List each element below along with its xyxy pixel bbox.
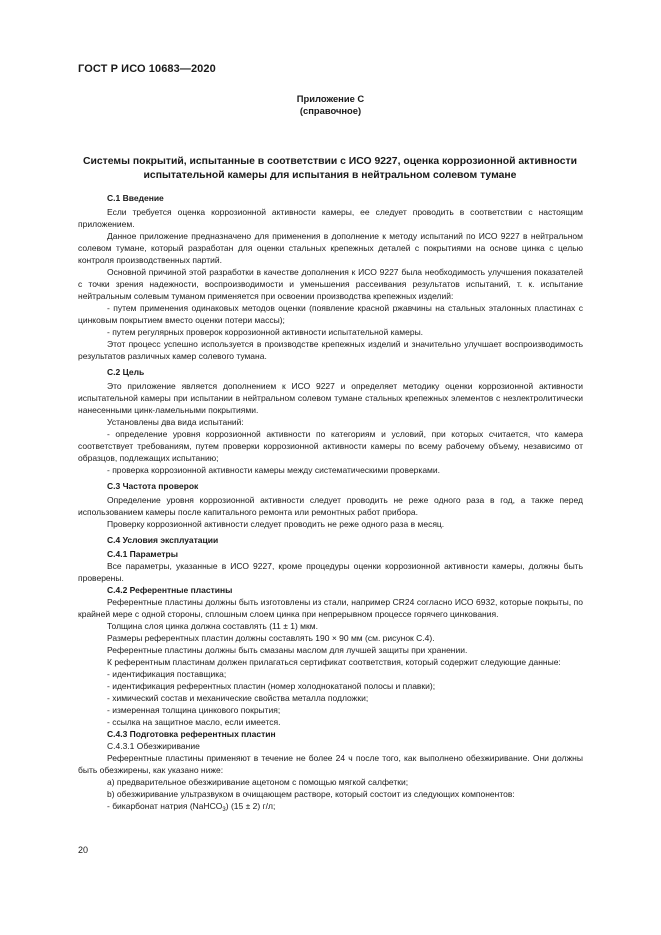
subsection-heading: С.4.1 Параметры [107,549,178,559]
standard-header: ГОСТ Р ИСО 10683—2020 [78,63,216,75]
paragraph: Референтные пластины применяют в течение не более 24 ч после того, как выполнено обезжиривание. Они должны быть обезжирены, как указано ниже: [78,753,583,775]
list-item: - идентификация поставщика; [107,669,227,679]
list-item: b) обезжиривание ультразвуком в очищающем растворе, который состоит из следующих компонентов: [107,789,515,799]
list-item: - измеренная толщина цинкового покрытия; [107,705,281,715]
subsection-heading: С.4.3 Подготовка референтных пластин [107,729,276,739]
paragraph: Данное приложение предназначено для применения в дополнение к методу испытаний по ИСО 9227 в нейтральном солевом тумане, который разработан для оценки стальных крепежных деталей с покрытиями на основе цинка с целью контроля производственных партий. [78,231,583,265]
section-heading: С.4 Условия эксплуатации [107,535,219,545]
paragraph: Проверку коррозионной активности следует проводить не реже одного раза в месяц. [107,519,445,529]
section-heading: С.1 Введение [107,193,164,203]
paragraph: Установлены два вида испытаний: [107,417,244,427]
annex-heading: Системы покрытий, испытанные в соответствии с ИСО 9227, оценка коррозионной активности испытательной камеры для испытания в нейтральном солевом тумане [82,156,577,181]
paragraph: К референтным пластинам должен прилагаться сертификат соответствия, который содержит следующие данные: [107,657,561,667]
list-item: - химический состав и механические свойства металла подложки; [107,693,369,703]
list-item: - определение уровня коррозионной активности по категориям и условий, при которых считается, что камера соответствует требованиям, путем проверки коррозионной активности камеры по всему рабочему объему, независимо от образцов, подлежащих испытанию; [78,429,583,463]
list-item: a) предварительное обезжиривание ацетоном с помощью мягкой салфетки; [107,777,409,787]
paragraph: Размеры референтных пластин должны составлять 190 × 90 мм (см. рисунок С.4). [107,633,435,643]
subsubsection-heading: С.4.3.1 Обезжиривание [107,741,200,751]
page-number: 20 [78,845,89,855]
list-item: - проверка коррозионной активности камеры между систематическими проверками. [107,465,440,475]
paragraph: Это приложение является дополнением к ИСО 9227 и определяет методику оценки коррозионной активности испытательной камеры при испытании в нейтральном солевом тумане стальных крепежных элементов с незлектролитически нанесенными цинк-ламельными покрытиями. [78,381,583,415]
subsection-heading: С.4.2 Референтные пластины [107,585,233,595]
list-item: - путем регулярных проверок коррозионной активности испытательной камеры. [107,327,424,337]
list-item: - путем применения одинаковых методов оценки (появление красной ржавчины на стальных эталонных пластинах с цинковым покрытием вместо оценки потери массы); [78,303,583,325]
paragraph: Референтные пластины должны быть смазаны маслом для лучшей защиты при хранении. [107,645,468,655]
list-item-text: ) (15 ± 2) г/л; [225,801,276,811]
section-heading: С.3 Частота проверок [107,481,199,491]
paragraph: Референтные пластины должны быть изготовлены из стали, например CR24 согласно ИСО 6932, которые покрыты, по крайней мере с одной стороны, сплошным слоем цинка при непрерывном процессе горячего цинкования. [78,597,583,619]
annex-title: Приложение С [296,93,365,104]
list-item: - ссылка на защитное масло, если имеется. [107,717,281,727]
paragraph: Этот процесс успешно используется в производстве крепежных изделий и значительно улучшает воспроизводимость результатов различных камер солевого тумана. [78,339,583,361]
annex-kind: (справочное) [299,105,362,116]
paragraph: Толщина слоя цинка должна составлять (11 ± 1) мкм. [107,621,318,631]
paragraph: Если требуется оценка коррозионной активности камеры, ее следует проводить в соответствии с настоящим приложением. [78,207,583,229]
subscript: 3 [222,807,226,813]
list-item [78,800,583,812]
paragraph: Определение уровня коррозионной активности следует проводить не реже одного раза в год, а также перед использованием камеры после капитального ремонта или ремонтных работ прибора. [78,495,583,517]
section-heading: С.2 Цель [107,367,145,377]
paragraph: Все параметры, указанные в ИСО 9227, кроме процедуры оценки коррозионной активности камеры, должны быть проверены. [78,561,583,583]
document-body [78,188,583,812]
paragraph: Основной причиной этой разработки в качестве дополнения к ИСО 9227 была необходимость улучшения показателей с точки зрения надежности, воспроизводимости и уменьшения рассеивания результатов испытаний, т. к. испытание нейтральным солевым туманом применяется при освоении производства крепежных изделий: [78,267,583,301]
list-item-text: - бикарбонат натрия (NaHCO [107,801,223,811]
list-item: - идентификация референтных пластин (номер холоднокатаной полосы и плавки); [107,681,436,691]
